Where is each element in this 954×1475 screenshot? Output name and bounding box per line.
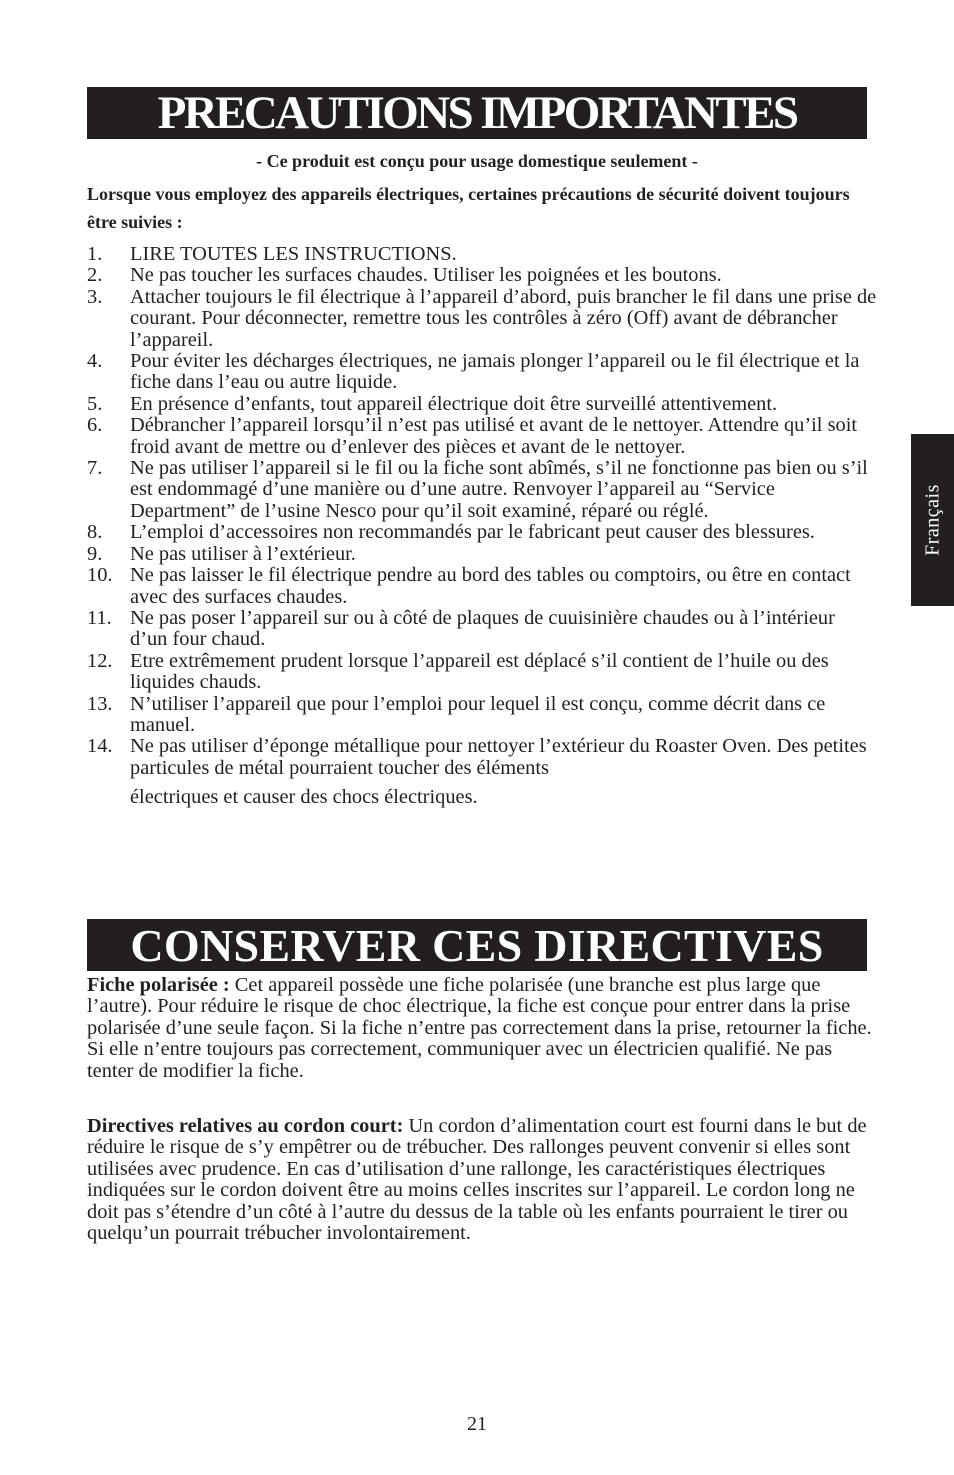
item-text: Débrancher l’appareil lorsqu’il n’est pas utilisé et avant de le nettoyer. Attendre qu’il soit froid avant de mettre ou d’enlever des pièces et avant de le nettoyer. (130, 414, 858, 458)
list-item (87, 694, 877, 737)
item-number: 11. (87, 606, 112, 629)
list-item (87, 394, 877, 415)
directives-title: CONSERVER CES DIRECTIVES (130, 920, 824, 971)
directives-title-banner (87, 919, 867, 971)
item-text: LIRE TOUTES LES INSTRUCTIONS. (130, 243, 457, 265)
domestic-use-notice: - Ce produit est conçu pour usage domestique seulement - (256, 151, 698, 171)
item-number: 10. (87, 564, 113, 587)
list-item (87, 608, 877, 651)
list-item (87, 244, 877, 265)
list-item (87, 265, 877, 286)
polarized-plug-paragraph (87, 975, 877, 1082)
item-number: 6. (87, 414, 103, 437)
polarized-plug-text: Cet appareil possède une fiche polarisée (une branche est plus large que l’autre). Pour réduire le risque de choc électrique, la fiche est conçue pour entrer dans la prise polarisée d’une seule façon. Si la fiche n’entre pas correctement dans la prise, retourner la fiche. Si elle n’entre toujours pas correctement, communiquer avec un électricien qualifié. Ne pas tenter de modifier la fiche. (87, 974, 872, 1082)
item-number: 14. (87, 735, 113, 758)
item-number: 1. (87, 243, 103, 265)
item-number: 7. (87, 457, 103, 480)
short-cord-text: Un cordon d’alimentation court est fourni dans le but de réduire le risque de s’y empêtrer ou de trébucher. Des rallonges peuvent convenir si elles sont utilisées avec prudence. En cas d’utilisation d’une rallonge, les caractéristiques électriques indiquées sur le cordon doivent être au moins celles inscrites sur l’appareil. Le cordon long ne doit pas s’étendre d’un côté à l’autre du dessus de la table où les enfants pourraient le tirer ou quelqu’un pourrait trébucher involontairement. (87, 1115, 867, 1245)
list-item (87, 651, 877, 694)
list-item (87, 565, 877, 608)
item-text: Pour éviter les décharges électriques, ne jamais plonger l’appareil ou le fil électrique et la fiche dans l’eau ou autre liquide. (130, 350, 860, 394)
item-number: 9. (87, 542, 103, 565)
item-text: En présence d’enfants, tout appareil électrique doit être surveillé attentivement. (130, 392, 778, 415)
item-text: Attacher toujours le fil électrique à l’appareil d’abord, puis brancher le fil dans une prise de courant. Pour déconnecter, remettre tous les contrôles à zéro (Off) avant de débrancher l’appareil. (130, 285, 877, 351)
list-item (87, 736, 877, 808)
list-item (87, 522, 877, 543)
polarized-plug-label: Fiche polarisée : (87, 974, 230, 996)
page-number: 21 (467, 1413, 487, 1435)
short-cord-label: Directives relatives au cordon court: (87, 1115, 404, 1137)
item-text: Ne pas utiliser d’éponge métallique pour nettoyer l’extérieur du Roaster Oven. Des petites particules de métal pourraient toucher des éléments (130, 735, 867, 779)
language-tab-label: Français (921, 484, 943, 556)
item-text: N’utiliser l’appareil que pour l’emploi pour lequel il est conçu, comme décrit dans ce manuel. (130, 692, 826, 736)
item-text: L’emploi d’accessoires non recommandés par le fabricant peut causer des blessures. (130, 521, 815, 544)
safety-intro: Lorsque vous employez des appareils électriques, certaines précautions de sécurité doivent toujours être suivies : (87, 184, 850, 232)
item-text: Ne pas utiliser l’appareil si le fil ou la fiche sont abîmés, s’il ne fonctionne pas bien ou s’il est endommagé d’une manière ou d’une autre. Renvoyer l’appareil au “Service Department” de l’usine Nesco pour qu’il soit examiné, réparé ou réglé. (130, 457, 868, 522)
item-number: 8. (87, 521, 103, 544)
list-item (87, 458, 877, 522)
precautions-title: PRECAUTIONS IMPORTANTES (157, 87, 797, 139)
precautions-title-banner (87, 87, 867, 139)
precautions-list (87, 244, 877, 809)
item-text-end: électriques et causer des chocs électriques. (130, 786, 478, 809)
item-number: 5. (87, 392, 103, 415)
item-text: Ne pas poser l’appareil sur ou à côté de plaques de cuuisinière chaudes ou à l’intérieur d’un four chaud. (130, 606, 835, 651)
item-number: 13. (87, 692, 113, 715)
item-number: 3. (87, 285, 103, 308)
item-number: 2. (87, 264, 103, 287)
list-item (87, 287, 877, 351)
item-text: Ne pas utiliser à l’extérieur. (130, 542, 356, 565)
item-text: Etre extrêmement prudent lorsque l’appareil est déplacé s’il contient de l’huile ou des liquides chauds. (130, 649, 829, 694)
item-number: 4. (87, 350, 103, 373)
language-tab (911, 434, 954, 606)
item-number: 12. (87, 649, 113, 672)
list-item (87, 351, 877, 394)
list-item (87, 544, 877, 565)
item-text: Ne pas toucher les surfaces chaudes. Utiliser les poignées et les boutons. (130, 264, 722, 287)
short-cord-paragraph (87, 1116, 877, 1244)
list-item (87, 415, 877, 458)
item-text: Ne pas laisser le fil électrique pendre au bord des tables ou comptoirs, ou être en contact avec des surfaces chaudes. (130, 564, 851, 608)
